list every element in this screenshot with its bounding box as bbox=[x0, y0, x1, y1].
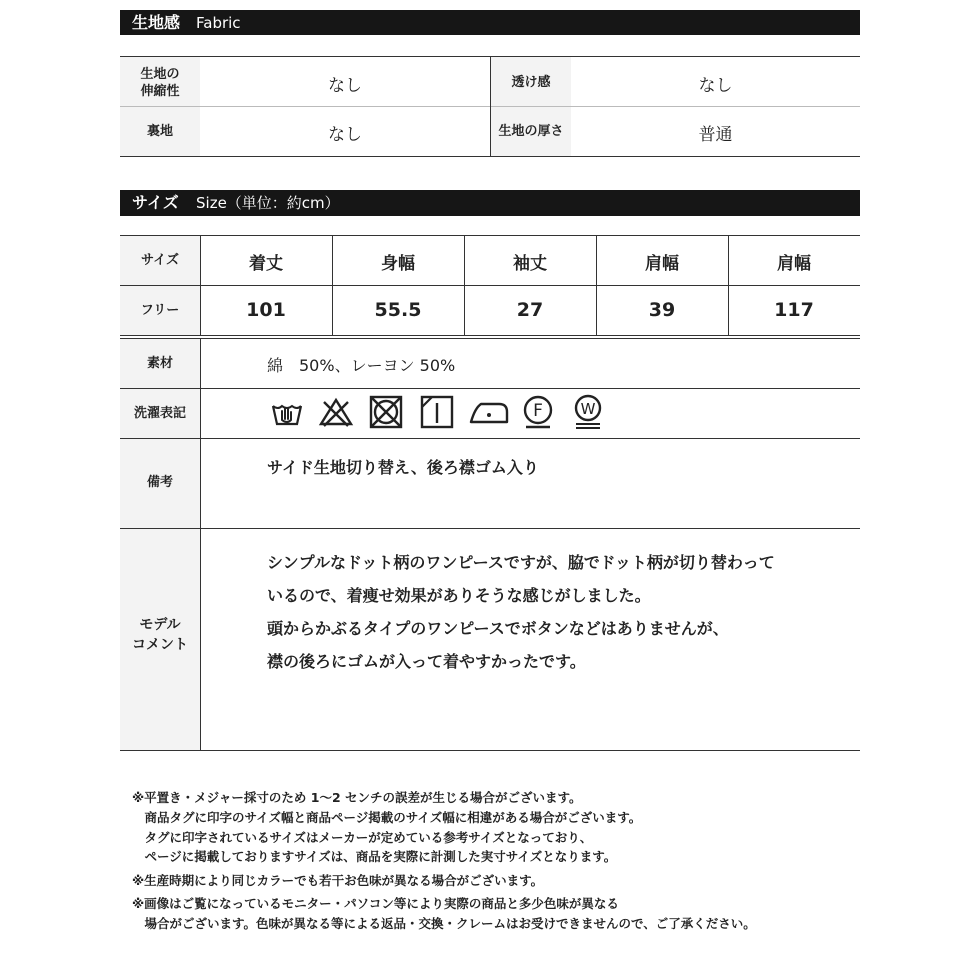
hand-wash-icon bbox=[269, 394, 305, 430]
note-line: ページに掲載しておりますサイズは、商品を実際に計測した実寸サイズとなります。 bbox=[132, 849, 617, 864]
size-section-header bbox=[120, 190, 860, 216]
remarks-value: サイド生地切り替え、後ろ襟ゴム入り bbox=[267, 458, 539, 477]
no-tumble-dry-icon bbox=[368, 394, 404, 430]
detail-label-cell-bg bbox=[120, 339, 200, 751]
note-line: ※画像はご覧になっているモニター・パソコン等により実際の商品と多少色味が異なる bbox=[132, 896, 619, 911]
size-section-title: サイズ bbox=[132, 193, 179, 212]
fabric-sheer-value: なし bbox=[698, 76, 733, 96]
divider bbox=[120, 285, 860, 286]
note-line: 場合がございます。色味が異なる等による返品・交換・クレームはお受けできませんので、ご了承ください。 bbox=[132, 916, 756, 931]
size-header-shoulder-2: 肩幅 bbox=[777, 254, 811, 274]
label-line: モデル bbox=[139, 617, 181, 633]
model-comment-line: 頭からかぶるタイプのワンピースでボタンなどはありませんが、 bbox=[267, 619, 729, 638]
divider bbox=[120, 438, 860, 439]
note-line: ※生産時期により同じカラーでも若干お色味が異なる場合がございます。 bbox=[132, 873, 544, 888]
no-bleach-icon bbox=[318, 394, 354, 430]
size-header-length: 着丈 bbox=[249, 254, 283, 274]
size-value-shoulder-2: 117 bbox=[774, 299, 814, 321]
divider bbox=[120, 528, 860, 529]
model-comment-line: 襟の後ろにゴムが入って着やすかったです。 bbox=[267, 652, 586, 671]
fabric-lining-value: なし bbox=[328, 125, 362, 145]
care-label: 洗濯表記 bbox=[133, 406, 186, 421]
wet-clean-w-icon bbox=[570, 394, 606, 430]
fabric-stretch-label bbox=[120, 66, 200, 100]
divider bbox=[120, 338, 860, 339]
size-header-sleeve: 袖丈 bbox=[513, 254, 547, 274]
size-header-width: 身幅 bbox=[381, 254, 415, 274]
fabric-thickness-value: 普通 bbox=[698, 125, 733, 145]
divider bbox=[200, 338, 201, 751]
divider bbox=[490, 56, 491, 157]
note-line: タグに印字されているサイズはメーカーが定めている参考サイズとなっており、 bbox=[132, 830, 593, 845]
model-comment-label bbox=[120, 615, 200, 655]
size-header-label: サイズ bbox=[141, 253, 179, 268]
model-comment-line: いるので、着痩せ効果がありそうな感じがしました。 bbox=[267, 586, 651, 605]
dry-clean-f-icon bbox=[520, 394, 556, 430]
size-label-cell-bg bbox=[120, 236, 200, 336]
fabric-stretch-value: なし bbox=[328, 76, 362, 96]
wet-clean-w-letter: W bbox=[580, 400, 596, 418]
divider bbox=[120, 235, 860, 236]
divider bbox=[120, 388, 860, 389]
label-line: 生地の bbox=[140, 67, 180, 82]
note-line: 商品タグに印字のサイズ幅と商品ページ掲載のサイズ幅に相違がある場合がございます。 bbox=[132, 810, 642, 825]
model-comment-line: シンプルなドット柄のワンピースですが、脇でドット柄が切り替わって bbox=[267, 553, 775, 572]
fabric-thickness-label: 生地の厚さ bbox=[498, 124, 564, 139]
size-header-shoulder: 肩幅 bbox=[645, 254, 679, 274]
dry-clean-f-letter: F bbox=[533, 401, 543, 421]
label-line: 伸縮性 bbox=[140, 84, 180, 99]
size-value-width: 55.5 bbox=[374, 299, 422, 321]
fabric-sheer-label: 透け感 bbox=[511, 75, 551, 90]
size-value-length: 101 bbox=[246, 299, 286, 321]
fabric-section-subtitle: Fabric bbox=[196, 14, 241, 32]
fabric-section-title: 生地感 bbox=[132, 13, 181, 32]
divider bbox=[120, 750, 860, 751]
size-value-shoulder: 39 bbox=[648, 299, 676, 321]
material-label: 素材 bbox=[146, 356, 173, 371]
fabric-section-header bbox=[120, 10, 860, 35]
size-row-label: フリー bbox=[140, 303, 180, 318]
remarks-label: 備考 bbox=[146, 475, 173, 490]
label-line: コメント bbox=[132, 637, 188, 653]
line-dry-shade-icon bbox=[419, 394, 455, 430]
note-line: ※平置き・メジャー採寸のため 1〜2 センチの誤差が生じる場合がございます。 bbox=[132, 790, 582, 805]
material-value: 綿 50%、レーヨン 50% bbox=[267, 356, 456, 375]
size-section-subtitle: Size（単位：約cm） bbox=[196, 194, 340, 212]
fabric-lining-label: 裏地 bbox=[146, 124, 173, 139]
divider bbox=[120, 335, 860, 336]
size-value-sleeve: 27 bbox=[516, 299, 544, 321]
iron-low-icon bbox=[469, 394, 509, 430]
